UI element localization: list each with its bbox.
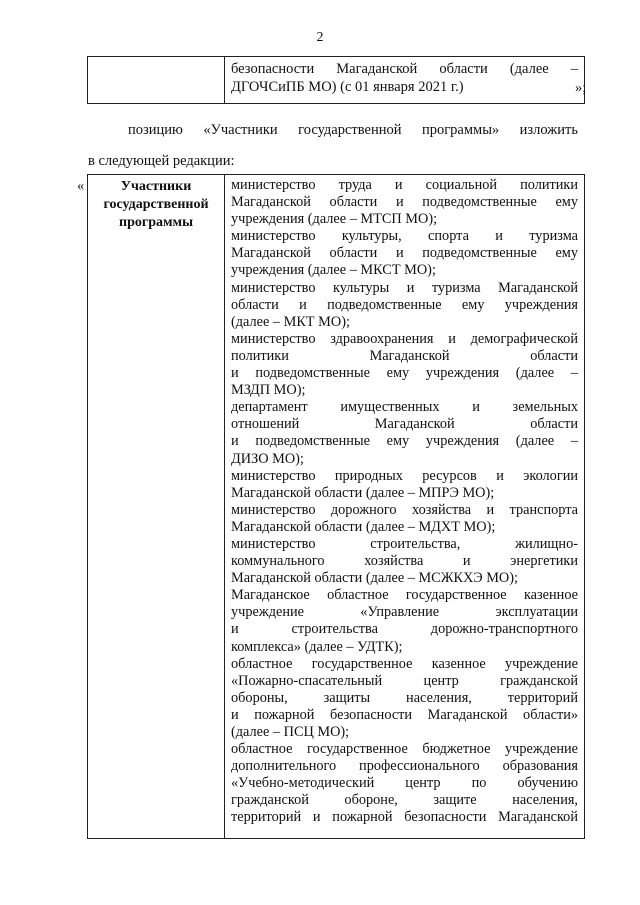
- participant-line: (далее – МКТ МО);: [231, 313, 350, 330]
- participants-list-cell: [225, 175, 585, 839]
- header-line: государственной: [103, 197, 209, 212]
- page-number: 2: [316, 30, 324, 45]
- participant-entry: [231, 656, 578, 741]
- participant-line: политики Магаданской области: [231, 347, 578, 364]
- participants-list: [231, 177, 578, 827]
- participant-line: гражданской обороне, защите населения,: [231, 792, 578, 809]
- participants-table: [87, 174, 585, 839]
- participant-entry: [231, 331, 578, 399]
- participant-line: и подведомственные ему учреждения (далее –: [231, 433, 578, 450]
- top-table-fragment: [87, 56, 585, 104]
- closing-quote: »;: [575, 80, 587, 96]
- participant-line: Магаданской области и подведомственные ему: [231, 245, 578, 262]
- participants-header-cell: [88, 175, 225, 839]
- participant-line: учреждения (далее – МТСП МО);: [231, 211, 438, 228]
- participant-line: обороны, защиты населения, территорий: [231, 689, 578, 706]
- participant-line: министерство труда и социальной политики: [231, 177, 578, 193]
- participant-line: областное государственное казенное учреждение: [231, 655, 578, 672]
- participant-entry: [231, 177, 578, 228]
- participant-entry: [231, 502, 578, 536]
- participant-line: комплекса» (далее – УДТК);: [231, 638, 403, 655]
- participant-line: министерство строительства, жилищно-: [231, 535, 578, 552]
- participant-line: областное государственное бюджетное учреждение: [231, 741, 578, 758]
- participant-entry: [231, 280, 578, 331]
- participant-line: МЗДП МО);: [231, 382, 306, 399]
- participant-entry: [231, 399, 578, 467]
- opening-quote: «: [77, 178, 85, 194]
- participant-line: министерство природных ресурсов и экологии: [231, 467, 578, 484]
- participant-entry: [231, 587, 578, 655]
- participant-line: «Учебно-методический центр по обучению: [231, 775, 578, 792]
- participant-line: Магаданской области (далее – МДХТ МО);: [231, 518, 496, 535]
- header-line: программы: [119, 215, 193, 230]
- participant-line: министерство здравоохранения и демографической: [231, 330, 578, 347]
- top-table-empty-cell: [88, 57, 225, 104]
- participant-line: ДИЗО МО);: [231, 450, 304, 467]
- participant-line: учреждение «Управление эксплуатации: [231, 604, 578, 621]
- participant-entry: [231, 536, 578, 587]
- participant-line: и пожарной безопасности Магаданской области»: [231, 706, 578, 723]
- participant-line: области и подведомственные ему учреждения: [231, 296, 578, 313]
- participant-line: коммунального хозяйства и энергетики: [231, 553, 578, 570]
- participant-entry: [231, 468, 578, 502]
- top-table-line: ДГОЧСиПБ МО) (с 01 января 2021 г.): [231, 79, 464, 95]
- top-table-line: безопасности Магаданской области (далее –: [231, 61, 578, 77]
- participant-line: территорий и пожарной безопасности Магаданской: [231, 809, 578, 826]
- participant-line: «Пожарно-спасательный центр гражданской: [231, 672, 578, 689]
- participant-line: отношений Магаданской области: [231, 416, 578, 433]
- paragraph-line: позицию «Участники государственной программы» изложить: [128, 122, 578, 138]
- top-table-text-cell: [225, 57, 585, 104]
- participant-line: министерство культуры и туризма Магаданской: [231, 279, 578, 296]
- participant-line: Магаданской области (далее – МПРЭ МО);: [231, 484, 495, 501]
- participant-line: Магаданской области и подведомственные ему: [231, 194, 578, 211]
- participant-line: и строительства дорожно-транспортного: [231, 621, 578, 638]
- participant-line: и подведомственные ему учреждения (далее –: [231, 365, 578, 382]
- header-line: Участники: [120, 179, 192, 194]
- participant-line: департамент имущественных и земельных: [231, 399, 578, 416]
- participant-line: дополнительного профессионального образования: [231, 758, 578, 775]
- participant-line: учреждения (далее – МКСТ МО);: [231, 262, 436, 279]
- paragraph-line: в следующей редакции:: [88, 153, 235, 169]
- participant-entry: [231, 741, 578, 826]
- participant-line: Магаданское областное государственное казенное: [231, 587, 578, 604]
- participant-entry: [231, 228, 578, 279]
- participant-line: министерство культуры, спорта и туризма: [231, 228, 578, 245]
- participant-line: Магаданской области (далее – МСЖКХЭ МО);: [231, 570, 518, 587]
- participant-line: (далее – ПСЦ МО);: [231, 724, 350, 740]
- participant-line: министерство дорожного хозяйства и транспорта: [231, 501, 578, 518]
